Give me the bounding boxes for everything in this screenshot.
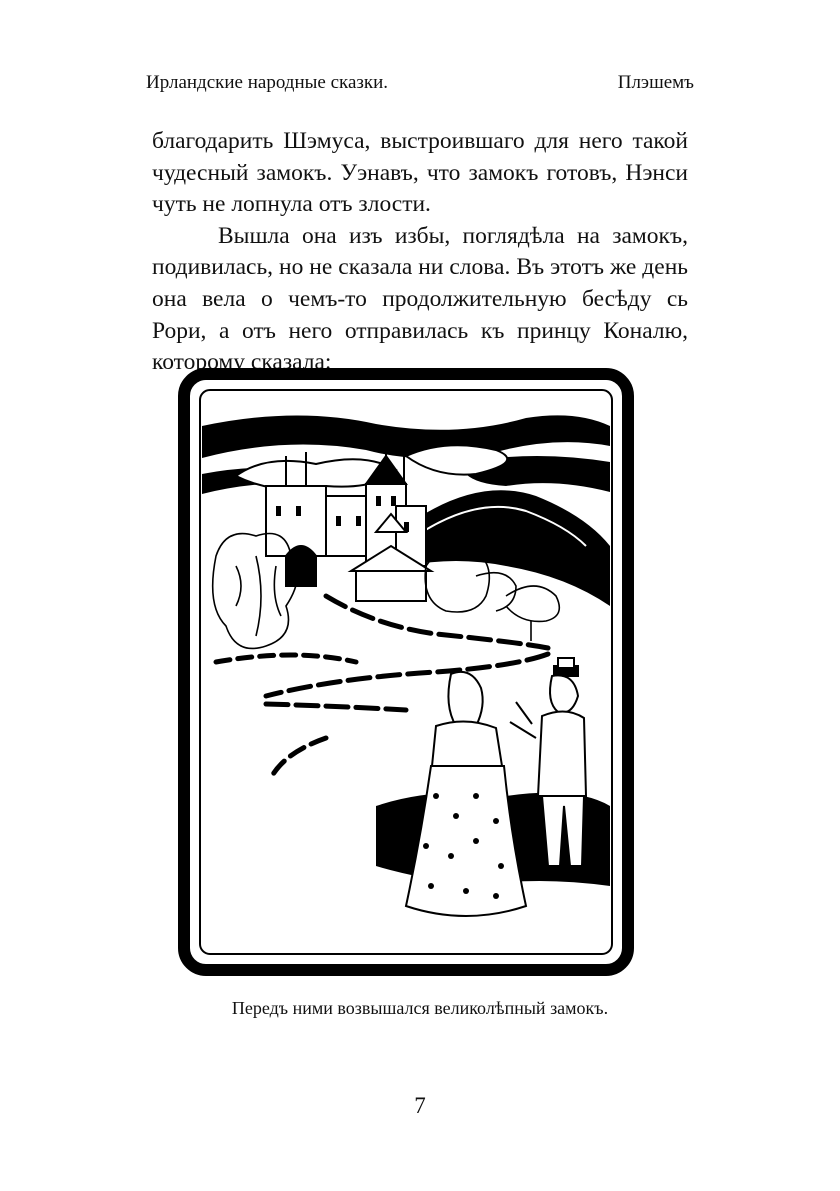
story-title: Плэшемъ bbox=[617, 72, 694, 93]
castle-illustration bbox=[176, 366, 636, 978]
paragraph-1: благодарить Шэмуса, выстроившаго для него такой чудесный замокъ. Уэнавъ, что замокъ готовъ, Нэнси чуть не лопнула отъ злости. bbox=[152, 128, 688, 218]
body-text bbox=[152, 126, 688, 379]
illustration-caption: Передъ ними возвышался великолѣпный замокъ. bbox=[231, 998, 609, 1018]
woman-figure bbox=[406, 672, 526, 916]
book-title: Ирландские народные сказки. bbox=[146, 72, 389, 93]
paragraph-2: Вышла она изъ избы, поглядѣла на замокъ, подивилась, но не сказала ни слова. Въ этотъ же день она вела о чемъ-то продолжительную бесѣду сь Рори, а отъ него отправилась къ принцу Коналю, которому сказала: bbox=[152, 222, 688, 376]
running-header bbox=[146, 72, 694, 94]
page-number: 7 bbox=[414, 1093, 426, 1118]
